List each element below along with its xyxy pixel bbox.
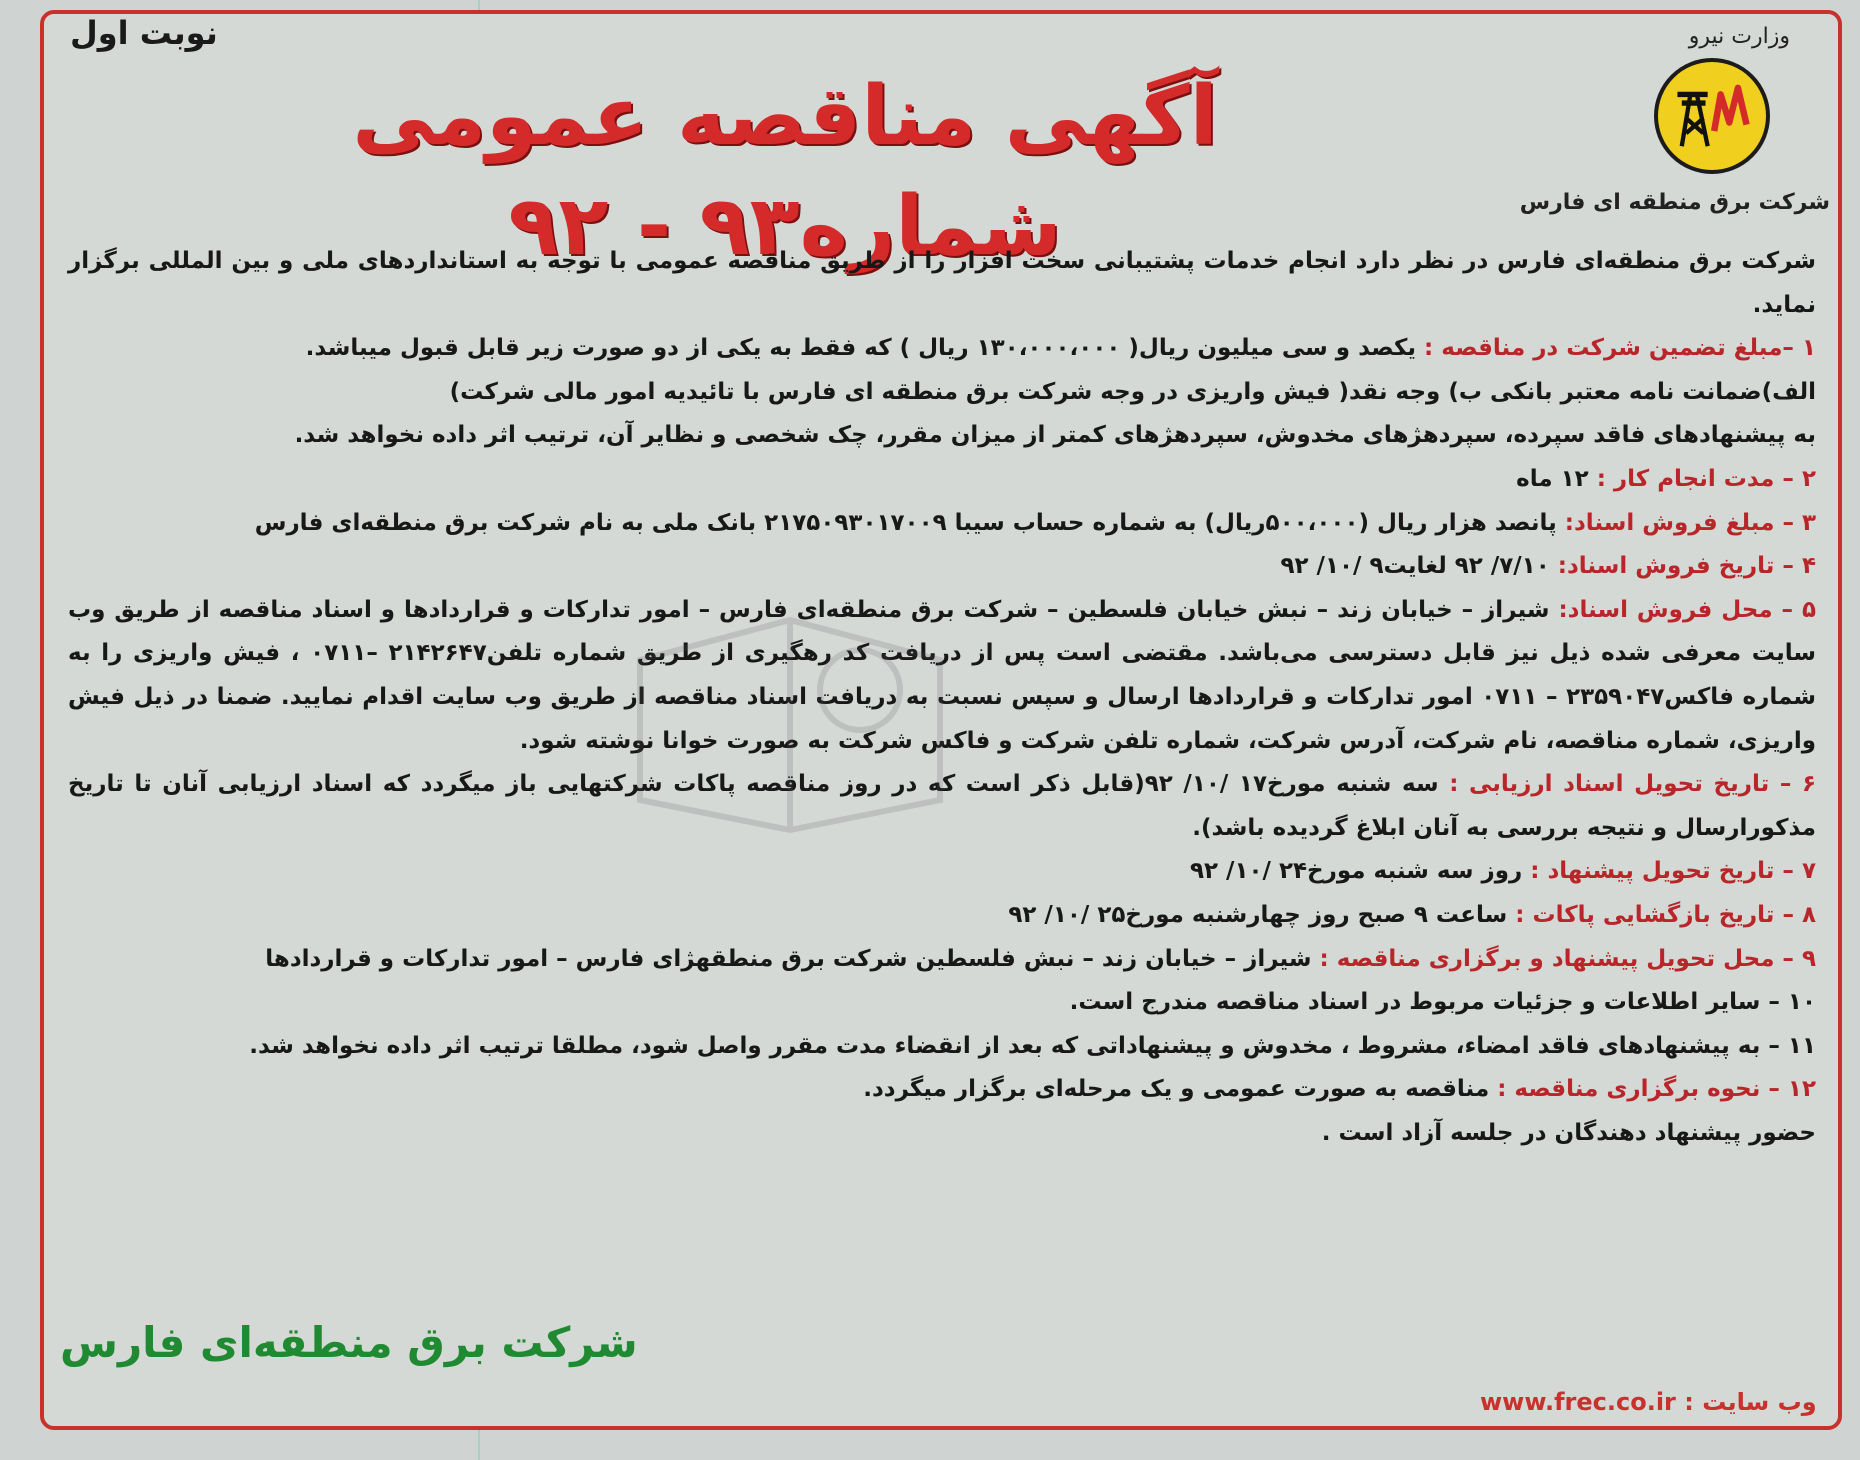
notice-item: [68, 502, 1816, 546]
item-label: ۵ – محل فروش اسناد:: [1549, 596, 1816, 623]
item-label: ۳ – مبلغ فروش اسناد:: [1556, 509, 1816, 536]
footer-company-name: شرکت برق منطقه‌ای فارس: [60, 1318, 638, 1367]
notice-item: [68, 327, 1816, 371]
item-label: ۸ – تاریخ بازگشایی پاکات :: [1507, 901, 1816, 928]
power-tower-logo-icon: [1654, 58, 1770, 174]
item-text: ۱۱ – به پیشنهادهای فاقد امضاء، مشروط ، مخدوش و پیشنهاداتی که بعد از انقضاء مدت مقرر واصل شود، مطلقا ترتیب اثر داده نخواهد شد.: [249, 1032, 1816, 1059]
notice-item: [68, 1025, 1816, 1069]
item-text: ۱۰ – سایر اطلاعات و جزئیات مربوط در اسناد مناقصه مندرج است.: [1069, 989, 1816, 1016]
notice-item: [68, 894, 1816, 938]
notice-item: [68, 545, 1816, 589]
website-line: [1480, 1388, 1817, 1416]
item-label: ۱۲ – نحوه برگزاری مناقصه :: [1489, 1076, 1816, 1103]
item-text: مناقصه به صورت عمومی و یک مرحله‌ای برگزار میگردد.: [863, 1076, 1490, 1103]
item-text: به پیشنهادهای فاقد سپرده، سپردهژهای مخدوش، سپردهژهای کمتر از میزان مقرر، چک شخصی و نظایر آن، ترتیب اثر داده نخواهد شد.: [294, 422, 1816, 449]
item-text: ۷/۱۰/ ۹۲ لغایت۹ /۱۰/ ۹۲: [1280, 553, 1550, 580]
item-label: ۴ – تاریخ فروش اسناد:: [1549, 553, 1816, 580]
website-link[interactable]: www.frec.co.ir: [1480, 1388, 1676, 1416]
item-text: شیراز – خیابان زند – نبش فلسطین شرکت برق منطقهژای فارس – امور تدارکات و قراردادها: [265, 945, 1312, 972]
website-label: وب سایت :: [1684, 1388, 1817, 1416]
item-text: پانصد هزار ریال (۵۰۰،۰۰۰ریال) به شماره حساب سیبا ۲۱۷۵۰۹۳۰۱۷۰۰۹ بانک ملی به نام شرکت برق منطقه‌ای فارس: [254, 509, 1557, 536]
notice-item: [68, 1112, 1816, 1156]
item-text: حضور پیشنهاد دهندگان در جلسه آزاد است .: [1321, 1119, 1816, 1146]
intro-paragraph: شرکت برق منطقه‌ای فارس در نظر دارد انجام خدمات پشتیبانی سخت افزار را از طریق مناقصه عمومی با توجه به استانداردهای ملی و بین المللی برگزار نماید.: [68, 248, 1816, 318]
items-list: [68, 327, 1816, 1155]
notice-item: [68, 1068, 1816, 1112]
notice-item: [68, 763, 1816, 850]
notice-item: [68, 414, 1816, 458]
round-badge: نوبت اول: [70, 14, 218, 52]
item-label: ۲ – مدت انجام کار :: [1588, 465, 1816, 492]
company-name-header: شرکت برق منطقه ای فارس: [1519, 190, 1830, 215]
notice-item: [68, 589, 1816, 763]
notice-item: [68, 938, 1816, 982]
item-label: ۹ – محل تحویل پیشنهاد و برگزاری مناقصه :: [1311, 945, 1816, 972]
item-label: ۱ –مبلغ تضمین شرکت در مناقصه :: [1416, 335, 1816, 362]
notice-body: [68, 240, 1816, 1155]
item-text: یکصد و سی میلیون ریال( ۱۳۰،۰۰۰،۰۰۰ ریال ) که فقط به یکی از دو صورت زیر قابل قبول میباشد.: [305, 335, 1417, 362]
item-text: ۱۲ ماه: [1516, 465, 1589, 492]
item-text: شیراز – خیابان زند – نبش خیابان فلسطین – شرکت برق منطقه‌ای فارس – امور تدارکات و قراردادها و اسناد مناقصه از طریق وب سایت معرفی شده ذیل نیز قابل دسترسی می‌باشد. مقتضی است پس از دریافت کد رهگیری از طریق شماره تلفن۲۱۴۲۶۴۷ –۰۷۱۱ ، فیش واریزی را به شماره فاکس۲۳۵۹۰۴۷ – ۰۷۱۱ امور تدارکات و قراردادها ارسال و سپس نسبت به دریافت اسناد مناقصه از طریق وب سایت اقدام نمایید. ضمنا در ذیل فیش واریزی، شماره مناقصه، نام شرکت، آدرس شرکت، شماره تلفن شرکت و فاکس شرکت به صورت خوانا نوشته شود.: [68, 596, 1817, 754]
notice-item: [68, 371, 1816, 415]
item-text: ساعت ۹ صبح روز چهارشنبه مورخ۲۵ /۱۰/ ۹۲: [1008, 901, 1508, 928]
notice-item: [68, 981, 1816, 1025]
ministry-name: وزارت نیرو: [1688, 24, 1790, 49]
item-text: روز سه شنبه مورخ۲۴ /۱۰/ ۹۲: [1189, 858, 1523, 885]
item-label: ۷ – تاریخ تحویل پیشنهاد :: [1522, 858, 1816, 885]
item-text: سه شنبه مورخ۱۷ /۱۰/ ۹۲(قابل ذکر است که در روز مناقصه پاکات شرکتهایی باز میگردد که اسناد ارزیابی آنان تا تاریخ مذکورارسال و نتیجه بررسی به آنان ابلاغ گردیده باشد).: [68, 771, 1816, 841]
notice-title: آگهی مناقصه عمومی شماره۹۳ - ۹۲: [352, 69, 1218, 274]
notice-item: [68, 850, 1816, 894]
item-label: ۶ – تاریخ تحویل اسناد ارزیابی :: [1438, 771, 1816, 798]
item-text: الف)ضمانت نامه معتبر بانکی ب) وجه نقد( فیش واریزی در وجه شرکت برق منطقه ای فارس با تائیدیه امور مالی شرکت): [449, 378, 1816, 405]
notice-item: [68, 458, 1816, 502]
